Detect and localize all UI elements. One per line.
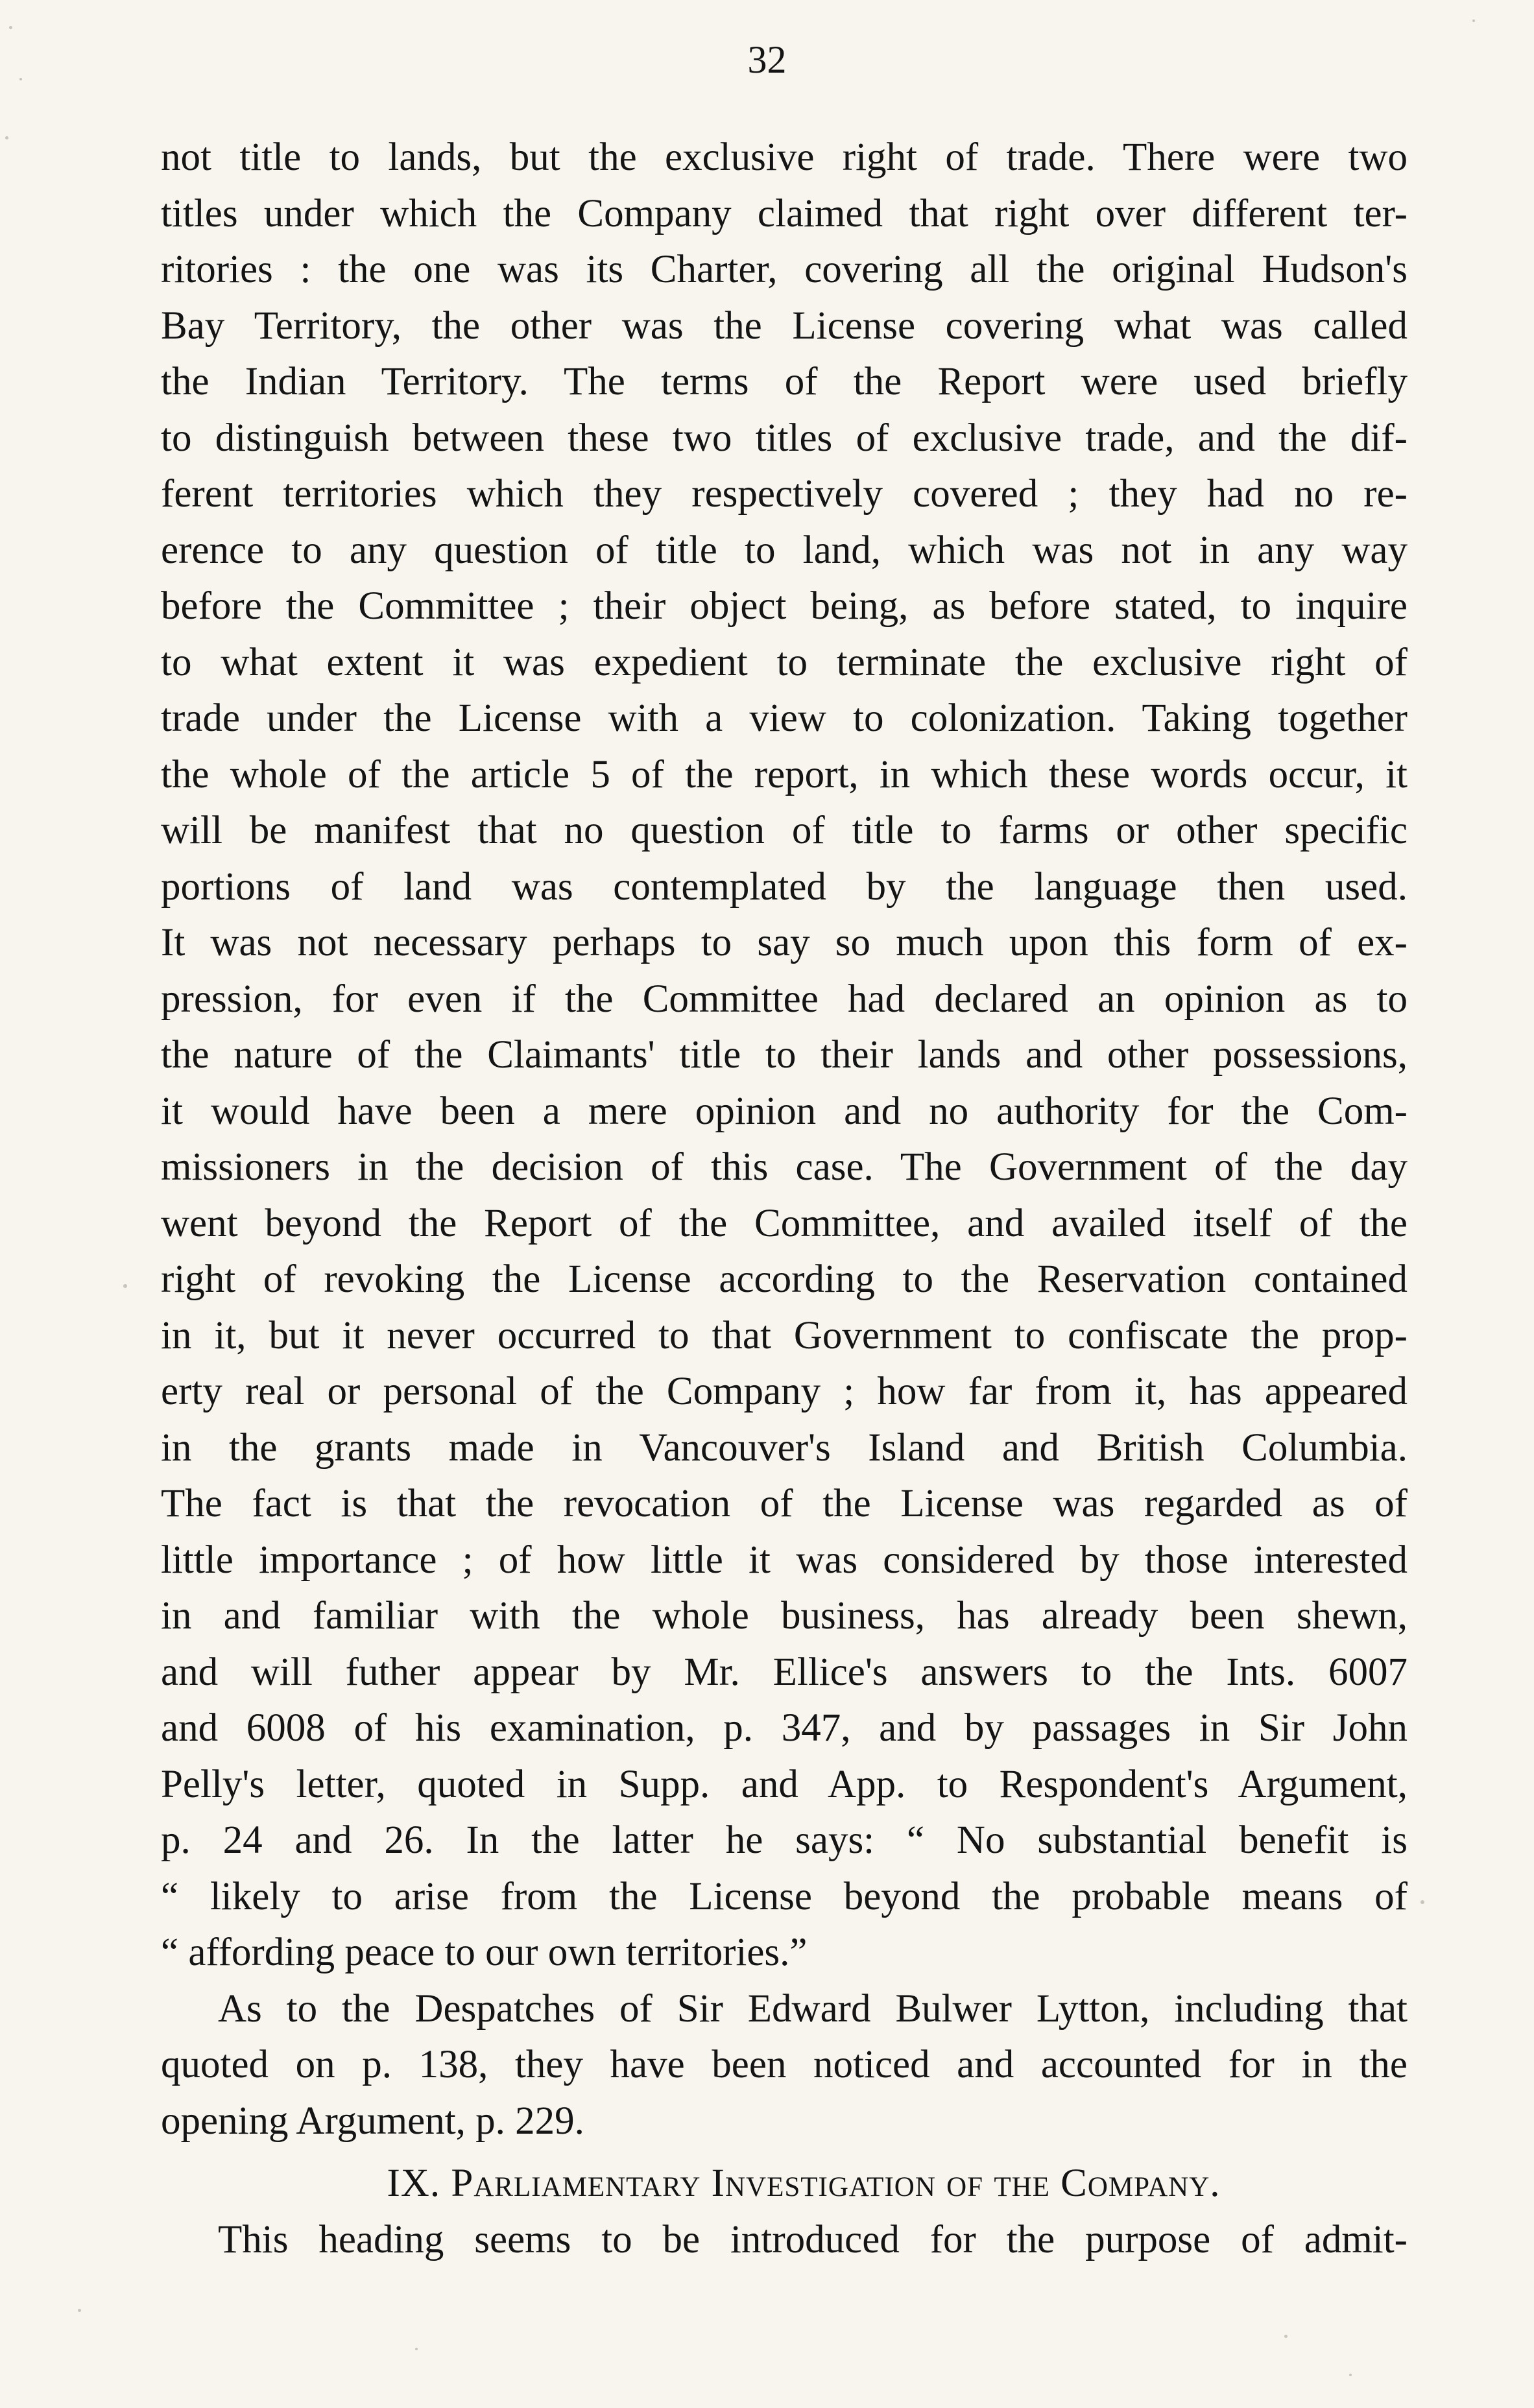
text-line: Pelly's letter, quoted in Supp. and App. to Respondent's Argument, [161, 1762, 1408, 1806]
text-line: p. 24 and 26. In the latter he says: “ No substantial benefit is [161, 1818, 1408, 1862]
text-line: to what extent it was expedient to terminate the exclusive right of [161, 640, 1408, 684]
spacer [161, 2149, 1408, 2156]
text-line: went beyond the Report of the Committee, and availed itself of the [161, 1201, 1408, 1245]
paper-speckle [78, 2309, 81, 2312]
text-line: the nature of the Claimants' title to their lands and other possessions, [161, 1033, 1408, 1077]
text-line: titles under which the Company claimed that right over different ter- [161, 191, 1408, 235]
text-line: the Indian Territory. The terms of the Report were used briefly [161, 360, 1408, 403]
text-line: quoted on p. 138, they have been noticed and accounted for in the [161, 2043, 1408, 2086]
text-line: “ likely to arise from the License beyond the probable means of [161, 1874, 1408, 1918]
text-line: opening Argument, p. 229. [161, 2099, 584, 2143]
paper-speckle [19, 78, 22, 80]
text-line: little importance ; of how little it was considered by those interested [161, 1538, 1408, 1582]
paragraph [161, 2212, 1408, 2269]
text-line: It was not necessary perhaps to say so much upon this form of ex- [161, 921, 1408, 964]
text-line: not title to lands, but the exclusive right of trade. There were two [161, 136, 1408, 179]
paper-speckle [9, 26, 12, 29]
paper-speckle [415, 2348, 418, 2350]
text-line: in and familiar with the whole business, has already been shewn, [161, 1594, 1408, 1638]
text-line: pression, for even if the Committee had declared an opinion as to [161, 977, 1408, 1021]
page-number: 32 [747, 38, 787, 81]
text-line: The fact is that the revocation of the License was regarded as of [161, 1482, 1408, 1525]
paragraph [161, 130, 1408, 1981]
paper-speckle [123, 1284, 127, 1288]
text-line: the whole of the article 5 of the report, in which these words occur, it [161, 752, 1408, 796]
text-line: Bay Territory, the other was the License covering what was called [161, 304, 1408, 348]
text-line: “ affording peace to our own territories.” [161, 1931, 808, 1974]
text-line: in it, but it never occurred to that Government to confiscate the prop- [161, 1313, 1408, 1357]
body-text [161, 130, 1408, 2268]
text-line: This heading seems to be introduced for the purpose of admit- [218, 2217, 1408, 2261]
text-line: erence to any question of title to land, which was not in any way [161, 528, 1408, 572]
text-line: will be manifest that no question of title to farms or other specific [161, 809, 1408, 852]
text-line: portions of land was contemplated by the language then used. [161, 864, 1408, 909]
text-line: and will futher appear by Mr. Ellice's answers to the Ints. 6007 [161, 1650, 1408, 1694]
text-line: it would have been a mere opinion and no authority for the Com- [161, 1089, 1408, 1133]
text-line: in the grants made in Vancouver's Island and British Columbia. [161, 1425, 1408, 1470]
text-line: As to the Despatches of Sir Edward Bulwer Lytton, including that [218, 1986, 1408, 2031]
paragraph [161, 1981, 1408, 2150]
paper-speckle [1284, 2335, 1288, 2338]
text-line: ritories : the one was its Charter, covering all the original Hudson's [161, 248, 1408, 291]
paper-speckle [1349, 2374, 1352, 2376]
text-line: to distinguish between these two titles of exclusive trade, and the dif- [161, 416, 1408, 460]
text-line: before the Committee ; their object being, as before stated, to inquire [161, 584, 1408, 628]
paper-speckle [5, 136, 8, 139]
text-line: ferent territories which they respectively covered ; they had no re- [161, 472, 1408, 516]
paper-speckle [1420, 1900, 1424, 1904]
section-heading: IX. Parliamentary Investigation of the Company. [387, 2162, 1221, 2205]
text-line: missioners in the decision of this case. The Government of the day [161, 1145, 1408, 1189]
paper-speckle [1472, 19, 1475, 22]
text-line: trade under the License with a view to colonization. Taking together [161, 697, 1408, 740]
text-line: erty real or personal of the Company ; how far from it, has appeared [161, 1370, 1408, 1413]
text-line: right of revoking the License according to the Reservation contained [161, 1258, 1408, 1301]
text-line: and 6008 of his examination, p. 347, and by passages in Sir John [161, 1706, 1408, 1750]
